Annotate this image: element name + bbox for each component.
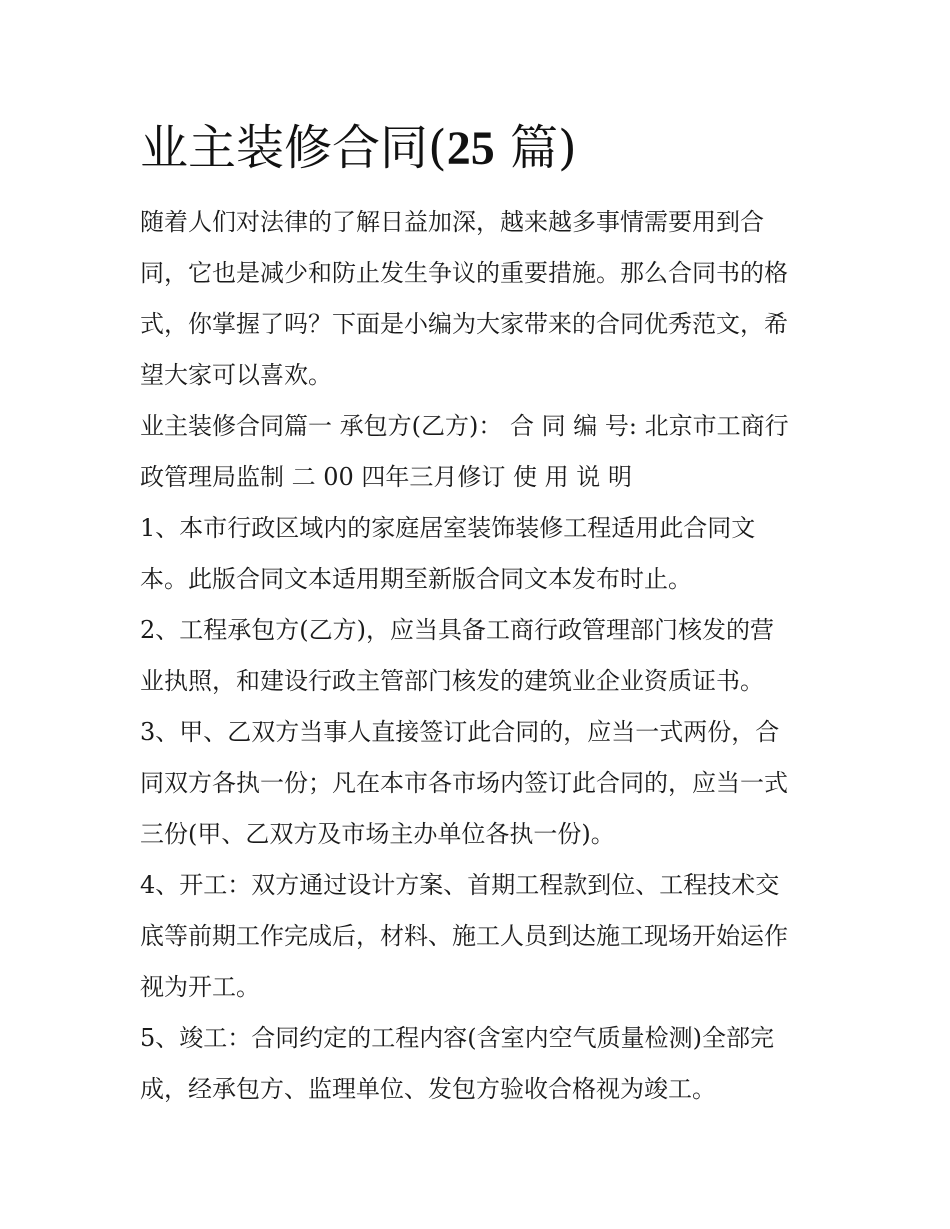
text-line: 式，你掌握了吗？下面是小编为大家带来的合同优秀范文，希 [140, 310, 788, 338]
text-line: 业主装修合同篇一 承包方(乙方)： 合 同 编 号: 北京市工商行 [140, 412, 789, 440]
text-line: 望大家可以喜欢。 [140, 361, 332, 389]
text-line: 成，经承包方、监理单位、发包方验收合格视为竣工。 [140, 1075, 716, 1103]
document-body [140, 197, 820, 1115]
text-line: 2、工程承包方(乙方)，应当具备工商行政管理部门核发的营 [140, 616, 774, 644]
text-line: 本。此版合同文本适用期至新版合同文本发布时止。 [140, 565, 692, 593]
text-line: 业执照，和建设行政主管部门核发的建筑业企业资质证书。 [140, 667, 764, 695]
text-line: 三份(甲、乙双方及市场主办单位各执一份)。 [140, 820, 615, 848]
text-line: 3、甲、乙双方当事人直接签订此合同的，应当一式两份，合 [140, 718, 780, 746]
text-line: 视为开工。 [140, 973, 260, 1001]
text-line: 4、开工：双方通过设计方案、首期工程款到位、工程技术交 [140, 871, 780, 899]
text-line: 底等前期工作完成后，材料、施工人员到达施工现场开始运作 [140, 922, 788, 950]
text-line: 同双方各执一份；凡在本市各市场内签订此合同的，应当一式 [140, 769, 788, 797]
title-number: 25 [446, 122, 495, 175]
text-line: 随着人们对法律的了解日益加深，越来越多事情需要用到合 [140, 208, 764, 236]
page-title [140, 118, 577, 179]
text-line: 政管理局监制 二 00 四年三月修订 使 用 说 明 [140, 463, 632, 491]
title-suffix: 篇) [494, 120, 577, 176]
text-line: 5、竣工：合同约定的工程内容(含室内空气质量检测)全部完 [140, 1024, 774, 1052]
text-line: 同，它也是减少和防止发生争议的重要措施。那么合同书的格 [140, 259, 788, 287]
title-prefix: 业主装修合同( [140, 120, 447, 176]
text-line: 1、本市行政区域内的家庭居室装饰装修工程适用此合同文 [140, 514, 756, 542]
